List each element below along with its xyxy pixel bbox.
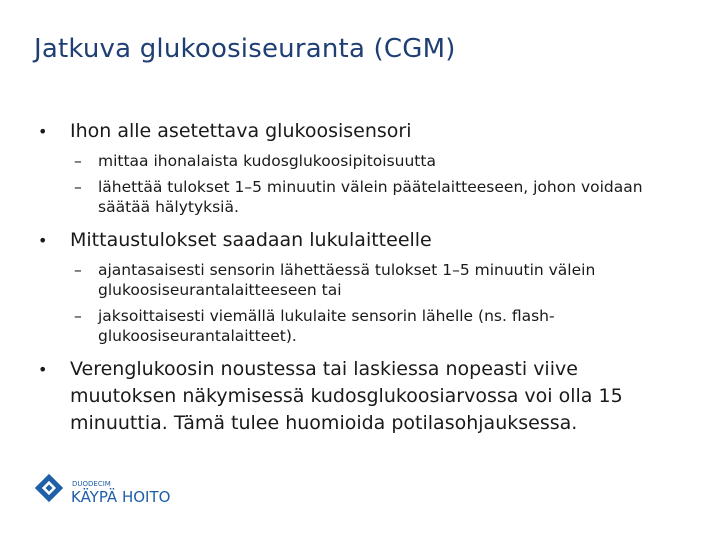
bullet-1-sub-1-text: mittaa ihonalaista kudosglukoosipitoisuutta — [98, 152, 436, 170]
bullet-2-sub-2 — [38, 306, 688, 346]
bullet-2-sub-2-text: jaksoittaisesti viemällä lukulaite sensorin lähelle (ns. flash-glukoosiseurantalaitteet). — [98, 307, 555, 345]
bullet-marker: • — [38, 231, 48, 250]
diamond-logo-icon — [35, 474, 63, 502]
kaypa-hoito-logo — [34, 468, 184, 516]
dash-marker: – — [74, 178, 82, 196]
logo-big-text: KÄYPÄ HOITO — [71, 488, 171, 506]
bullet-2-text: Mittaustulokset saadaan lukulaitteelle — [70, 229, 432, 251]
bullet-3 — [38, 356, 688, 437]
logo-small-text: DUODECIM — [72, 480, 111, 488]
slide-content — [38, 118, 688, 437]
bullet-1-sub-2 — [38, 177, 688, 217]
bullet-marker: • — [38, 360, 48, 379]
dash-marker: – — [74, 261, 82, 279]
bullet-3-text: Verenglukoosin noustessa tai laskiessa nopeasti viive muutoksen näkymisessä kudosglukoosiarvossa voi olla 15 minuuttia. Tämä tulee huomioida potilasohjauksessa. — [70, 358, 623, 434]
slide-title: Jatkuva glukoosiseuranta (CGM) — [34, 34, 456, 64]
bullet-2-sub-1 — [38, 260, 688, 300]
bullet-1 — [38, 118, 688, 145]
bullet-1-text: Ihon alle asetettava glukoosisensori — [70, 120, 412, 142]
dash-marker: – — [74, 152, 82, 170]
dash-marker: – — [74, 307, 82, 325]
bullet-marker: • — [38, 122, 48, 141]
bullet-2 — [38, 227, 688, 254]
bullet-2-sub-1-text: ajantasaisesti sensorin lähettäessä tulokset 1–5 minuutin välein glukoosiseurantalaitteeseen tai — [98, 261, 596, 299]
bullet-1-sub-2-text: lähettää tulokset 1–5 minuutin välein päätelaitteeseen, johon voidaan säätää hälytyksiä. — [98, 178, 643, 216]
bullet-1-sub-1 — [38, 151, 688, 171]
